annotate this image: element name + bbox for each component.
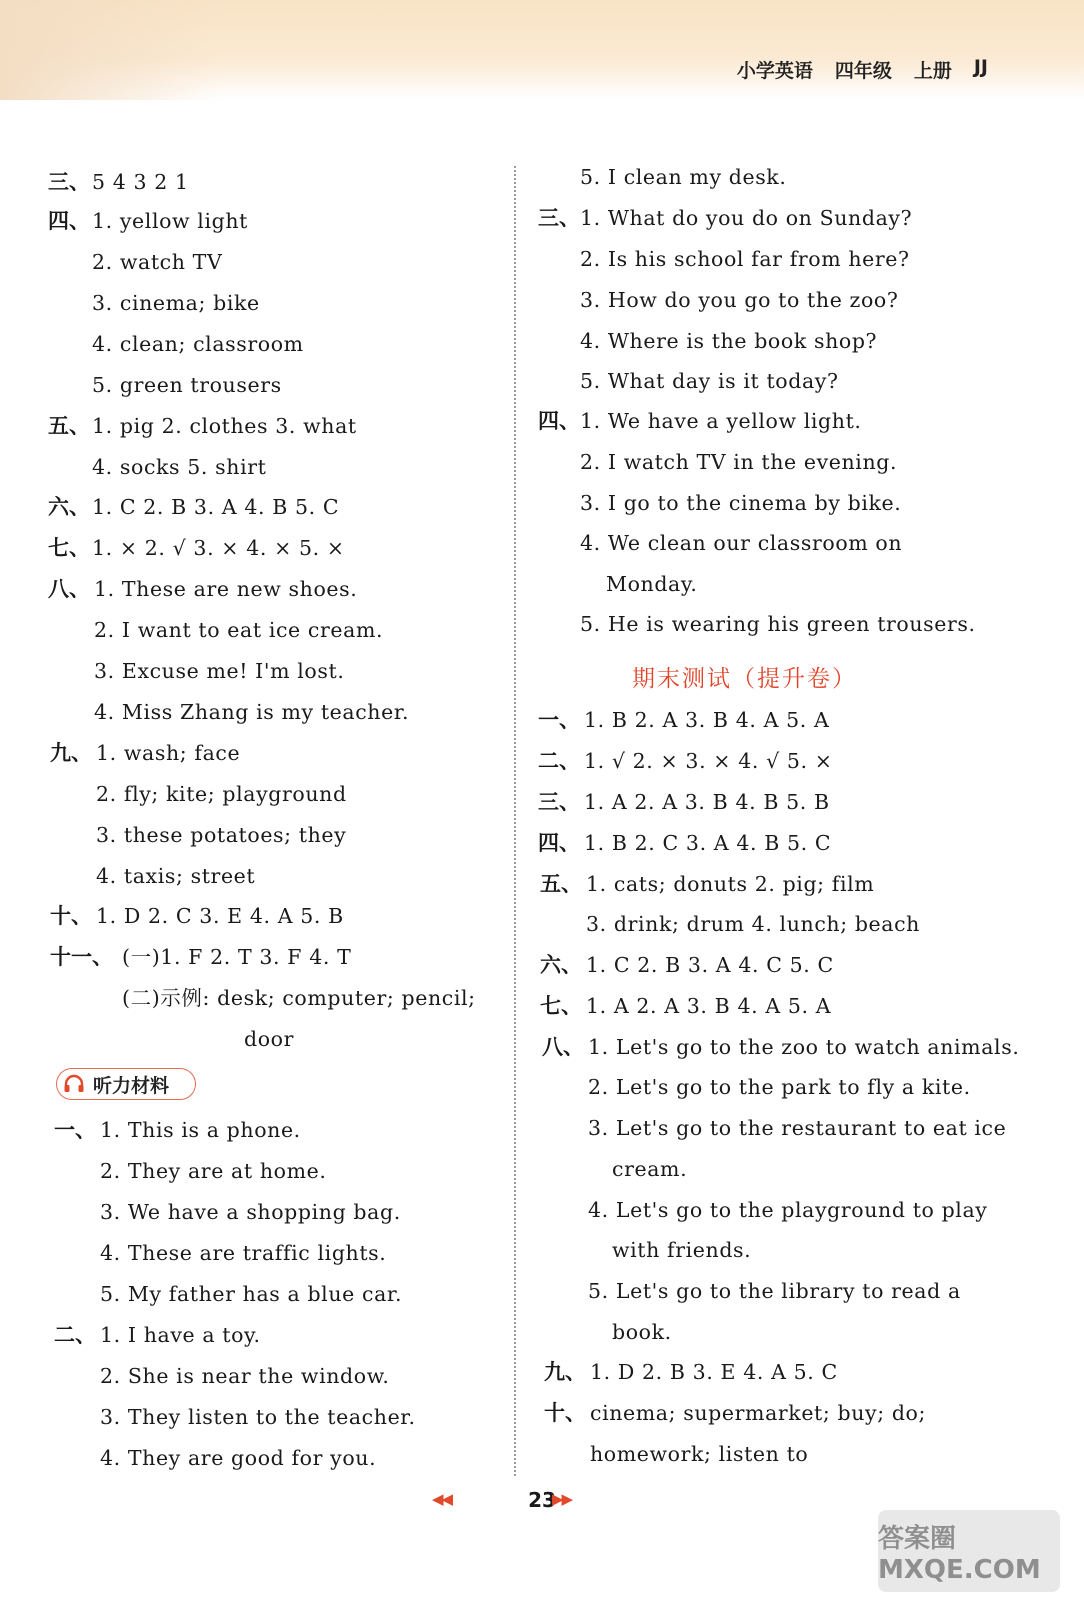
listening-line: 5. He is wearing his green trousers. [580, 612, 976, 636]
section-label: 六、 [48, 495, 90, 519]
section-label: 七、 [48, 536, 90, 560]
banner-fade [0, 0, 220, 100]
answer-line: 2. fly; kite; playground [96, 782, 347, 806]
listening-line: 5. My father has a blue car. [100, 1282, 403, 1306]
listening-line: 4. We clean our classroom on [580, 531, 903, 555]
answer-line: 1. A 2. A 3. B 4. B 5. B [584, 790, 830, 814]
section-label: 一、 [538, 708, 580, 732]
answer-line: 4. taxis; street [96, 864, 256, 888]
listening-line: 2. Is his school far from here? [580, 247, 910, 271]
answer-line: with friends. [612, 1238, 752, 1262]
answer-line: 1. D 2. C 3. E 4. A 5. B [96, 904, 344, 928]
section-label: 三、 [538, 206, 580, 230]
section-label: 八、 [48, 577, 90, 601]
book-header [737, 56, 988, 83]
page-number: 23 [528, 1488, 556, 1512]
answer-line: 5. green trousers [92, 373, 282, 397]
listening-line: 2. They are at home. [100, 1159, 327, 1183]
answer-line: 1. cats; donuts 2. pig; film [586, 872, 875, 896]
headphones-icon [63, 1074, 85, 1094]
listening-line: 2. She is near the window. [100, 1364, 390, 1388]
listening-line: 1. This is a phone. [100, 1118, 301, 1142]
listening-label: 听力材料 [93, 1074, 170, 1097]
listening-line: 1. What do you do on Sunday? [580, 206, 913, 230]
answer-line: 3. drink; drum 4. lunch; beach [586, 912, 920, 936]
listening-line: 1. We have a yellow light. [580, 409, 862, 433]
listening-line: 3. How do you go to the zoo? [580, 288, 899, 312]
answer-line: 1. pig 2. clothes 3. what [92, 414, 357, 438]
answer-line: 1. √ 2. × 3. × 4. √ 5. × [584, 749, 833, 773]
listening-line: 3. We have a shopping bag. [100, 1200, 401, 1224]
section-label: 二、 [538, 749, 580, 773]
answer-line: 1. C 2. B 3. A 4. B 5. C [92, 495, 340, 519]
listening-material-tag [56, 1068, 196, 1100]
answer-line: door [244, 1027, 295, 1051]
prev-arrows-icon: ◀◀ [432, 1490, 452, 1508]
answer-line: 5. Let's go to the library to read a [588, 1279, 961, 1303]
answer-line: cinema; supermarket; buy; do; [590, 1401, 927, 1425]
section-label: 六、 [540, 953, 582, 977]
answer-line: book. [612, 1320, 672, 1344]
section-label: 九、 [50, 741, 92, 765]
answer-line: 2. watch TV [92, 250, 223, 274]
next-arrows-icon: ▶▶ [552, 1490, 572, 1508]
answer-line: 1. yellow light [92, 209, 248, 233]
header-edition: JJ [973, 56, 988, 78]
listening-line: 4. Where is the book shop? [580, 329, 878, 353]
section-label: 四、 [538, 831, 580, 855]
answer-line: 3. cinema; bike [92, 291, 260, 315]
header-grade: 四年级 [834, 60, 892, 82]
header-volume: 上册 [913, 60, 952, 82]
section-label: 十一、 [50, 945, 113, 969]
listening-line: 5. I clean my desk. [580, 165, 787, 189]
section-label: 八、 [542, 1035, 584, 1059]
answer-line: 3. Let's go to the restaurant to eat ice [588, 1116, 1007, 1140]
listening-line: 3. They listen to the teacher. [100, 1405, 416, 1429]
section-label: 四、 [538, 409, 580, 433]
section-label: 五、 [540, 872, 582, 896]
answer-line: 1. A 2. A 3. B 4. A 5. A [586, 994, 832, 1018]
section-label: 三、 [538, 790, 580, 814]
answer-line: 4. clean; classroom [92, 332, 304, 356]
answer-line: 1. Let's go to the zoo to watch animals. [588, 1035, 1020, 1059]
listening-line: 4. These are traffic lights. [100, 1241, 387, 1265]
listening-line: Monday. [606, 572, 698, 596]
column-divider [514, 166, 516, 1476]
answer-line: cream. [612, 1157, 688, 1181]
listening-line: 5. What day is it today? [580, 369, 839, 393]
answer-line: homework; listen to [590, 1442, 809, 1466]
section-label: 十、 [544, 1401, 586, 1425]
answer-line: (一)1. F 2. T 3. F 4. T [122, 945, 352, 969]
answer-line: 4. socks 5. shirt [92, 455, 267, 479]
answer-line: 4. Miss Zhang is my teacher. [94, 700, 410, 724]
answer-line: 5 4 3 2 1 [92, 170, 189, 194]
listening-line: 1. I have a toy. [100, 1323, 261, 1347]
answer-line: 3. Excuse me! I'm lost. [94, 659, 345, 683]
answer-line: 1. B 2. A 3. B 4. A 5. A [584, 708, 830, 732]
section-label: 四、 [48, 209, 90, 233]
answer-line: 1. × 2. √ 3. × 4. × 5. × [92, 536, 345, 560]
listening-line: 4. They are good for you. [100, 1446, 377, 1470]
section-label: 三、 [48, 170, 90, 194]
answer-line: 3. these potatoes; they [96, 823, 347, 847]
answer-line: 4. Let's go to the playground to play [588, 1198, 988, 1222]
section-label: 十、 [50, 904, 92, 928]
section-label: 五、 [48, 414, 90, 438]
answer-line: 1. B 2. C 3. A 4. B 5. C [584, 831, 832, 855]
section-label: 一、 [54, 1118, 96, 1142]
answer-line: 1. D 2. B 3. E 4. A 5. C [590, 1360, 838, 1384]
answer-line: 2. I want to eat ice cream. [94, 618, 384, 642]
section-label: 七、 [540, 994, 582, 1018]
listening-line: 3. I go to the cinema by bike. [580, 491, 902, 515]
watermark: 答案圈 MXQE.COM [878, 1510, 1060, 1592]
listening-line: 2. I watch TV in the evening. [580, 450, 898, 474]
answer-line: 1. wash; face [96, 741, 241, 765]
section-label: 九、 [544, 1360, 586, 1384]
header-subject: 小学英语 [736, 60, 813, 82]
answer-line: 1. C 2. B 3. A 4. C 5. C [586, 953, 834, 977]
answer-line: 1. These are new shoes. [94, 577, 358, 601]
final-test-title: 期末测试（提升卷） [632, 666, 857, 692]
answer-line: 2. Let's go to the park to fly a kite. [588, 1075, 971, 1099]
section-label: 二、 [54, 1323, 96, 1347]
answer-line: (二)示例: desk; computer; pencil; [122, 986, 476, 1010]
